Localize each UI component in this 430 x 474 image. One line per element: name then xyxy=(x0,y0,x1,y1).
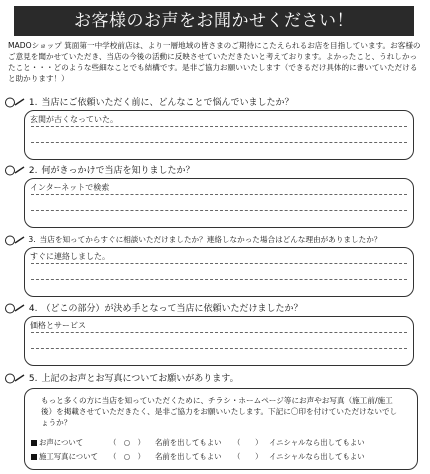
consent-option-name: 名前を出してもよい xyxy=(155,438,222,447)
pencil-icon xyxy=(4,96,26,109)
page-title: お客様のお声をお聞かせください！ xyxy=(14,6,414,36)
question-text: （どこの部分）が決め手となって当店に依頼いただけましたか？ xyxy=(41,304,303,314)
consent-paren[interactable]: （ ） xyxy=(233,452,263,461)
pencil-icon xyxy=(4,164,26,177)
question-4 xyxy=(4,302,302,316)
answer-1: 玄関が古くなっていた。 xyxy=(30,115,118,124)
consent-text: もっと多くの方に当店を知っていただくために、チラシ・ホームページ等にお声やお写真（施工前/施工後）を掲載させていただきたく、是非ご協力をお願いいたします。下記に〇印を付けていただけないでしょうか？ xyxy=(41,396,398,427)
question-number: 5. xyxy=(28,374,38,384)
consent-box xyxy=(24,388,418,470)
answer-3: すぐに連絡しました。 xyxy=(30,252,110,261)
question-text: 当店にご依頼いただく前に、どんなことで悩んでいましたか？ xyxy=(41,98,294,108)
intro-text: MADOショップ 箕面第一中学校前店は、より一層地域の皆さまのご期待にこたえられるお店を目指しています。お客様のご意見を聞かせていただき、当店の今後の活動に反映させていただきたいと考えております。よかったこと、うれしかったこと・・・どのような些細なことでも結構です。是非ご協力お願いいたします（できるだけ具体的に書いていただけると助かります！） xyxy=(8,41,421,83)
question-5 xyxy=(4,372,239,386)
pencil-icon xyxy=(4,372,26,385)
consent-option-initial: イニシャルなら出してもよい xyxy=(269,452,365,461)
bullet-icon xyxy=(31,454,37,460)
consent-option-initial: イニシャルなら出してもよい xyxy=(269,438,365,447)
question-number: 4. xyxy=(28,304,38,314)
question-text: 上記のお声とお写真についてお願いがあります。 xyxy=(41,374,239,384)
question-number: 1. xyxy=(28,98,38,108)
pencil-icon xyxy=(4,234,26,247)
question-text: 何がきっかけで当店を知りましたか？ xyxy=(41,166,195,176)
answer-2: インターネットで検索 xyxy=(30,183,110,192)
consent-row-photo xyxy=(31,451,365,462)
consent-row-voice xyxy=(31,437,365,448)
question-3 xyxy=(4,233,381,247)
consent-label: 施工写真について xyxy=(39,452,98,461)
question-text: 当店を知ってからすぐに相談いただけましたか？連絡しなかった場合はどんな理由がありましたか？ xyxy=(39,235,382,244)
consent-mark[interactable]: （ ○ ） xyxy=(109,452,146,461)
question-2 xyxy=(4,164,194,178)
question-number: 3. xyxy=(28,235,36,244)
question-number: 2. xyxy=(28,166,38,176)
consent-mark[interactable]: （ ○ ） xyxy=(109,438,146,447)
consent-option-name: 名前を出してもよい xyxy=(155,452,222,461)
bullet-icon xyxy=(31,440,37,446)
consent-label: お声について xyxy=(39,438,84,447)
answer-4: 価格とサービス xyxy=(30,321,86,330)
question-1 xyxy=(4,96,293,110)
pencil-icon xyxy=(4,302,26,315)
consent-paren[interactable]: （ ） xyxy=(233,438,263,447)
